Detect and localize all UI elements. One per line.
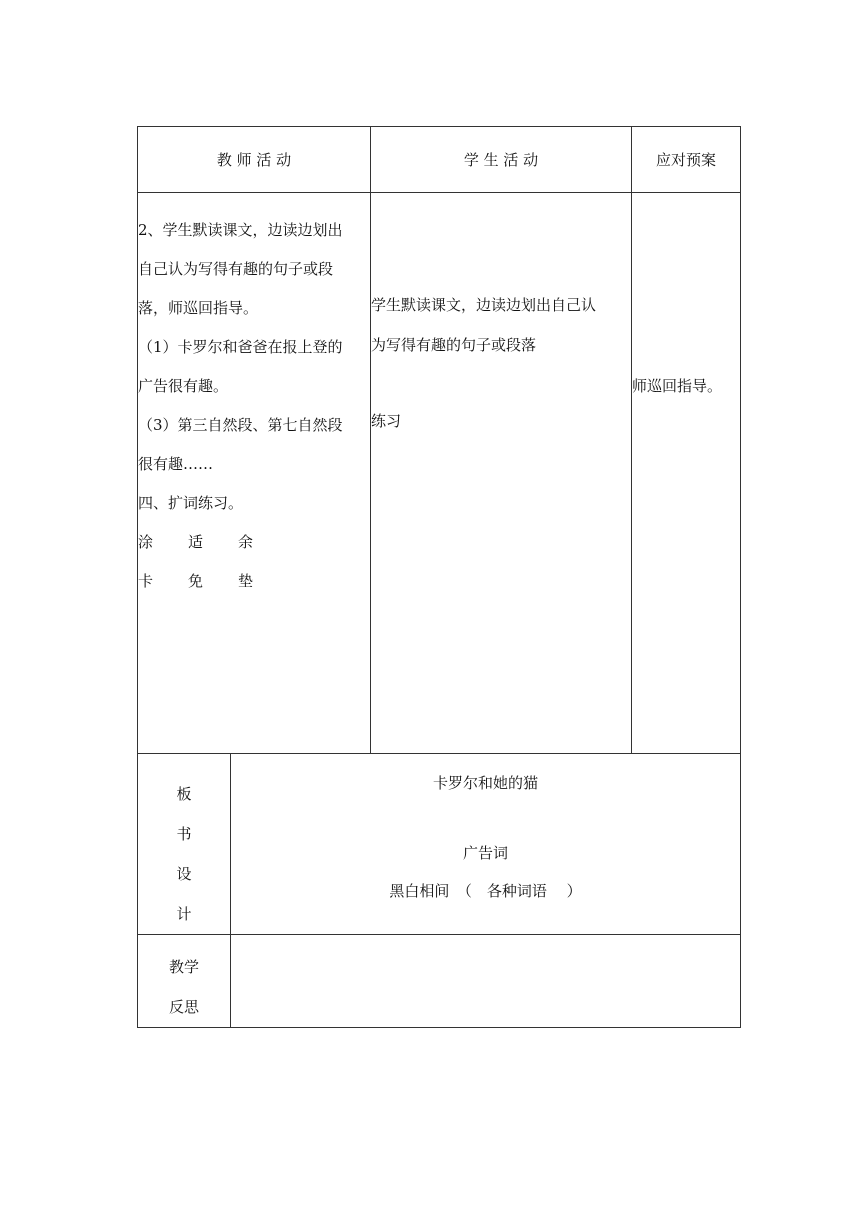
teacher-line: 2、学生默读课文，边读边划出 [138,221,343,239]
board-title: 卡罗尔和她的猫 [432,774,538,792]
teacher-line: 广告很有趣。 [138,377,229,395]
teacher-line: 四、扩词练习。 [138,494,244,512]
response-plan-cell [632,193,741,754]
student-activity-header: 学 生 活 动 [371,127,632,193]
teacher-line: （3）第三自然段、第七自然段 [138,416,343,434]
board-line: 黑白相间 （ 各种词语 ） [389,882,582,900]
activity-row [138,193,741,754]
char-row: 涂 适 余 [138,533,254,551]
student-line: 练习 [371,412,402,430]
lesson-plan-table [137,126,741,1028]
student-line: 为写得有趣的句子或段落 [371,336,537,354]
teacher-activity-cell [138,193,371,754]
board-design-label: 板 书 设 计 [138,754,231,935]
board-design-row [138,754,741,935]
header-row [138,127,741,193]
board-design-content [231,754,741,935]
teacher-line: 落，师巡回指导。 [138,299,259,317]
teacher-line: 自己认为写得有趣的句子或段 [138,260,334,278]
reflection-label: 教学 反思 [138,935,231,1028]
response-text: 师巡回指导。 [632,377,723,395]
reflection-row [138,935,741,1028]
teacher-line: 很有趣…… [138,455,214,473]
student-activity-cell [371,193,632,754]
reflection-content [231,935,741,1028]
board-line: 广告词 [462,844,508,862]
student-line: 学生默读课文，边读边划出自己认 [371,296,597,314]
teacher-line: （1）卡罗尔和爸爸在报上登的 [138,338,343,356]
response-plan-header: 应对预案 [632,127,741,193]
char-row: 卡 免 垫 [138,572,254,590]
teacher-activity-header: 教 师 活 动 [138,127,371,193]
